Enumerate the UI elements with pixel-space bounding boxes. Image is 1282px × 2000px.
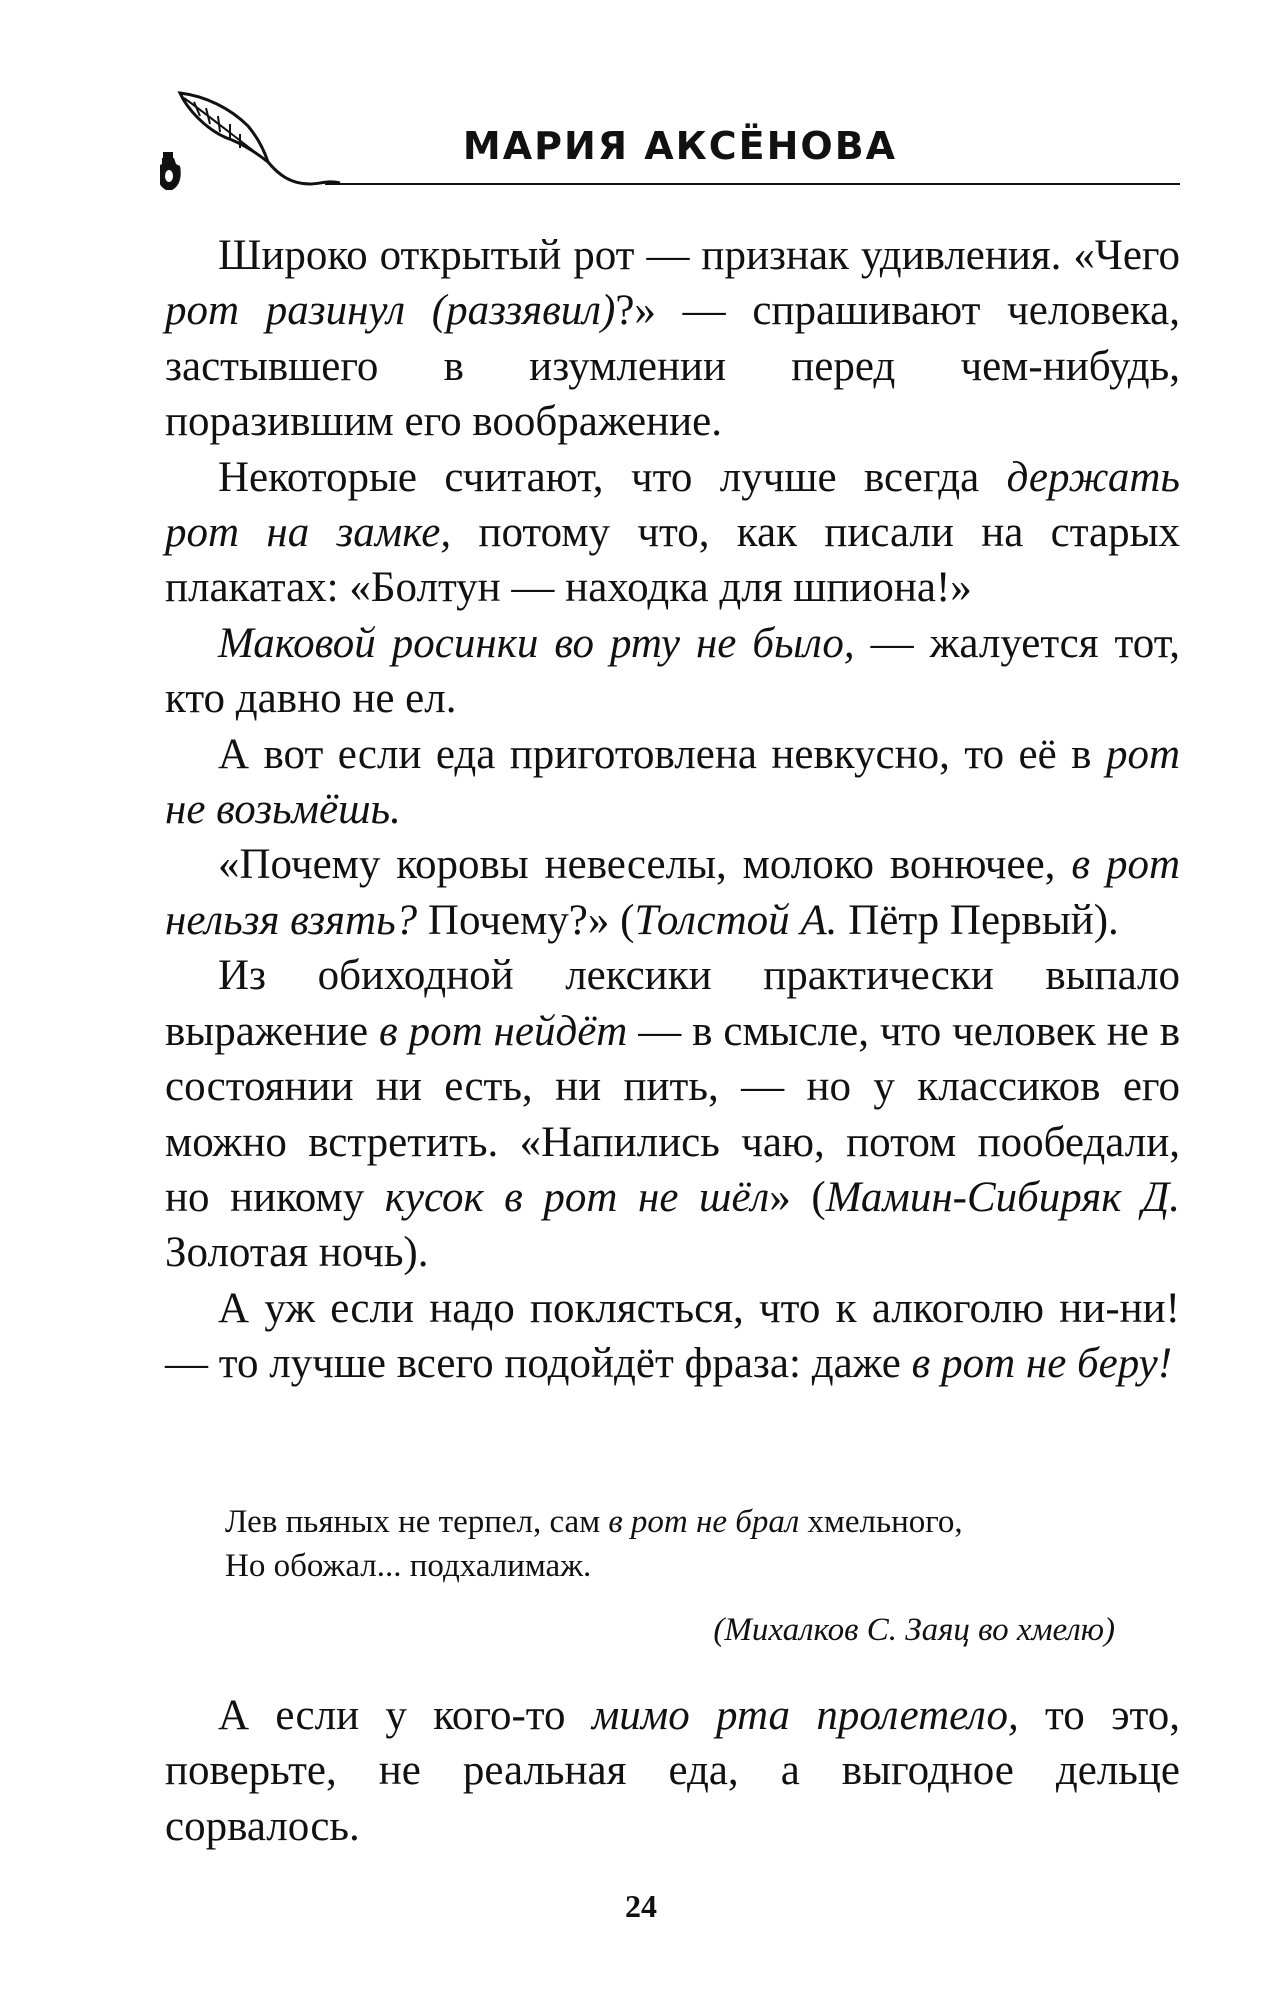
italic-phrase: в рот нейдёт <box>379 1007 628 1055</box>
text-run: то это, поверьте, не реальная еда, а выгодное дельце сорвалось. <box>165 1692 1180 1850</box>
text-run: — в смысле, что человек не в состоянии ни есть, ни пить, — но у классиков его можно встретить. «Напились чаю, потом пообедали, но никому <box>165 1007 1181 1221</box>
text-run: Но обожал... подхалимаж. <box>225 1548 592 1584</box>
text-run: — жалуется тот, кто давно не ел. <box>165 619 1181 723</box>
paragraph <box>165 450 1180 616</box>
main-text <box>165 228 1180 1392</box>
paragraph <box>165 837 1180 948</box>
author-name: МАРИЯ АКСЁНОВА <box>462 124 898 168</box>
text-run: Пётр Первый). <box>837 896 1119 944</box>
text-run: Золотая ночь). <box>165 1229 429 1277</box>
paragraph <box>165 948 1180 1280</box>
text-run: потому что, как писали на старых плакатах: «Болтун — находка для шпиона!» <box>165 509 1181 612</box>
text-run: Из обиходной лексики практически выпало выражение <box>165 952 1180 1055</box>
closing-paragraph-block <box>165 1688 1180 1854</box>
italic-phrase: Маковой росинки во рту не было, <box>218 619 855 667</box>
text-run: » ( <box>769 1173 826 1221</box>
text-run: Некоторые считают, что лучше всегда <box>218 453 1007 501</box>
text-run: А если у кого-то <box>218 1692 592 1739</box>
italic-phrase: держать рот на замке, <box>165 453 1180 557</box>
italic-phrase: Мамин-Сибиряк Д. <box>825 1173 1180 1221</box>
paragraph <box>165 727 1180 838</box>
italic-phrase: рот не возьмёшь. <box>165 730 1180 834</box>
italic-phrase: в рот не беру! <box>911 1340 1173 1388</box>
text-run: «Почему коровы невеселы, молоко вонючее, <box>218 841 1072 889</box>
italic-phrase: Толстой А. <box>634 896 838 944</box>
paragraph <box>165 1281 1180 1392</box>
text-run: А уж если надо поклясться, что к алкоголю ни-ни! — то лучше всего подойдёт фраза: даже <box>165 1284 1180 1388</box>
verse-quote <box>225 1500 1125 1652</box>
text-run: Широко открытый рот — признак удивления. «Чего <box>218 232 1180 279</box>
paragraph <box>165 228 1180 450</box>
italic-phrase: в рот нельзя взять? <box>165 841 1181 944</box>
text-run: хмельного, <box>799 1504 963 1540</box>
italic-phrase: мимо рта пролетело, <box>591 1692 1019 1739</box>
header-rule <box>325 183 1180 185</box>
text-run: Почему?» ( <box>417 896 635 944</box>
italic-phrase: рот разинул (раззявил) <box>165 287 616 335</box>
text-run: ?» — спрашивают человека, застывшего в изумлении перед чем-нибудь, поразившим его воображение. <box>165 287 1180 446</box>
running-header <box>160 88 1180 198</box>
page-number: 24 <box>625 1888 657 1924</box>
verse-line <box>225 1500 1125 1544</box>
quill-inkwell-icon <box>160 88 350 198</box>
text-run: Лев пьяных не терпел, сам <box>225 1504 609 1540</box>
italic-phrase: в рот не брал <box>608 1504 800 1540</box>
text-run: А вот если еда приготовлена невкусно, то её в <box>218 730 1106 778</box>
closing-paragraph <box>165 1688 1180 1854</box>
italic-phrase: кусок в рот не шёл <box>384 1173 770 1221</box>
verse-line <box>225 1544 1125 1588</box>
paragraph <box>165 616 1180 727</box>
verse-attribution: (Михалков С. Заяц во хмелю) <box>713 1612 1115 1648</box>
